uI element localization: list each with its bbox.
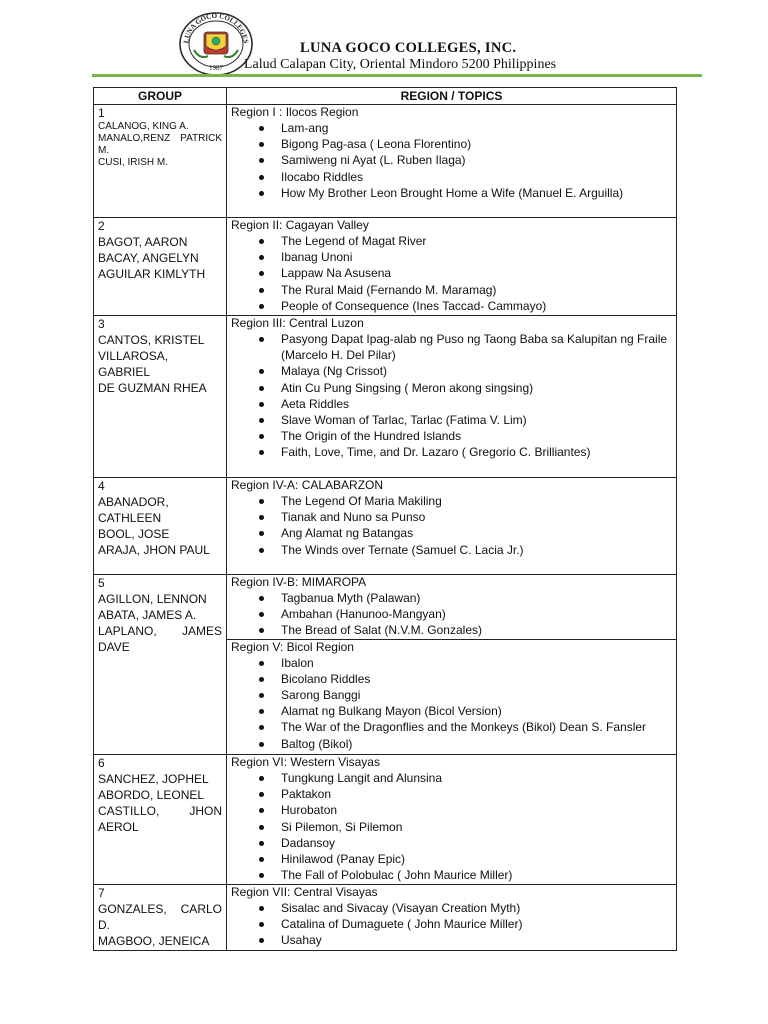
topics-cell <box>227 575 677 755</box>
table-row <box>94 575 677 755</box>
header-topics: REGION / TOPICS <box>227 88 677 105</box>
table-row <box>94 316 677 478</box>
topic-item: The Fall of Polobulac ( John Maurice Miller) <box>281 867 672 883</box>
svg-text:1987: 1987 <box>209 64 223 72</box>
topics-cell <box>227 478 677 575</box>
group-member: GONZALES, CARLO D. <box>98 902 222 932</box>
topic-item: Lappaw Na Asusena <box>281 265 672 281</box>
group-cell <box>94 575 227 755</box>
topic-item: Lam-ang <box>281 120 672 136</box>
region-title: Region IV-A: CALABARZON <box>231 478 384 492</box>
topic-list <box>231 655 672 752</box>
region-title: Region II: Cagayan Valley <box>231 218 369 232</box>
group-member: CUSI, IRISH M. <box>98 157 169 168</box>
group-member: BOOL, JOSE <box>98 527 170 541</box>
group-member: BACAY, ANGELYN <box>98 251 199 265</box>
topic-item: Si Pilemon, Si Pilemon <box>281 819 672 835</box>
topic-item: Atin Cu Pung Singsing ( Meron akong singsing) <box>281 380 672 396</box>
topic-item: Paktakon <box>281 786 672 802</box>
group-cell <box>94 478 227 575</box>
table-row <box>94 105 677 218</box>
table-row <box>94 755 677 885</box>
topic-item: Ibanag Unoni <box>281 249 672 265</box>
group-cell <box>94 885 227 951</box>
table-row <box>94 478 677 575</box>
topic-item: People of Consequence (Ines Taccad- Cammayo) <box>281 298 672 314</box>
header-rule <box>92 74 702 77</box>
group-member: BAGOT, AARON <box>98 235 188 249</box>
topic-item: The War of the Dragonflies and the Monkeys (Bikol) Dean S. Fansler <box>281 719 672 735</box>
group-number: 4 <box>98 479 105 493</box>
group-member: LAPLANO, JAMES DAVE <box>98 624 222 654</box>
topic-item: How My Brother Leon Brought Home a Wife (Manuel E. Arguilla) <box>281 185 672 201</box>
group-member: ABANADOR, CATHLEEN <box>98 495 169 525</box>
topic-item: Ibalon <box>281 655 672 671</box>
group-member: SANCHEZ, JOPHEL <box>98 772 209 786</box>
topic-list <box>231 900 672 949</box>
group-cell <box>94 316 227 478</box>
org-address: Lalud Calapan City, Oriental Mindoro 5200 Philippines <box>244 57 557 72</box>
region-title: Region VII: Central Visayas <box>231 885 378 899</box>
group-number: 3 <box>98 317 105 331</box>
topic-item: The Winds over Ternate (Samuel C. Lacia Jr.) <box>281 542 672 558</box>
topics-subsection <box>231 640 672 752</box>
letterhead <box>172 10 712 78</box>
topics-cell <box>227 316 677 478</box>
group-member: ARAJA, JHON PAUL <box>98 543 210 557</box>
topic-item: The Legend Of Maria Makiling <box>281 493 672 509</box>
region-title: Region III: Central Luzon <box>231 316 364 330</box>
topics-cell <box>227 755 677 885</box>
group-member: CASTILLO, JHON AEROL <box>98 804 222 834</box>
topic-item: Faith, Love, Time, and Dr. Lazaro ( Gregorio C. Brilliantes) <box>281 444 672 460</box>
group-number: 6 <box>98 756 105 770</box>
org-name: LUNA GOCO COLLEGES, INC. <box>300 40 517 56</box>
topics-cell <box>227 105 677 218</box>
topic-item: The Origin of the Hundred Islands <box>281 428 672 444</box>
topic-item: Malaya (Ng Crissot) <box>281 363 672 379</box>
topic-item: Alamat ng Bulkang Mayon (Bicol Version) <box>281 703 672 719</box>
topic-list <box>231 770 672 883</box>
group-member: AGILLON, LENNON <box>98 592 207 606</box>
topic-item: Tianak and Nuno sa Punso <box>281 509 672 525</box>
group-cell <box>94 105 227 218</box>
topic-list <box>231 120 672 201</box>
group-number: 7 <box>98 886 105 900</box>
group-cell <box>94 218 227 316</box>
topic-list <box>231 493 672 558</box>
topic-item: Baltog (Bikol) <box>281 736 672 752</box>
topic-item: Catalina of Dumaguete ( John Maurice Miller) <box>281 916 672 932</box>
topic-item: Sisalac and Sivacay (Visayan Creation Myth) <box>281 900 672 916</box>
table-row <box>94 885 677 951</box>
topic-item: Bicolano Riddles <box>281 671 672 687</box>
group-number: 5 <box>98 576 105 590</box>
group-member: VILLAROSA, GABRIEL <box>98 349 169 379</box>
topic-list <box>231 233 672 314</box>
topic-item: The Bread of Salat (N.V.M. Gonzales) <box>281 622 672 638</box>
region-title: Region I : Ilocos Region <box>231 105 359 119</box>
group-number: 2 <box>98 219 105 233</box>
svg-text:LUNA GOCO COLLEGES: LUNA GOCO COLLEGES <box>182 11 250 44</box>
topics-cell <box>227 885 677 951</box>
table-header-row <box>94 88 677 105</box>
group-member: AGUILAR KIMLYTH <box>98 267 206 281</box>
group-member: ABATA, JAMES A. <box>98 608 197 622</box>
topic-item: Usahay <box>281 932 672 948</box>
topic-item: Tungkung Langit and Alunsina <box>281 770 672 786</box>
topic-item: Pasyong Dapat Ipag-alab ng Puso ng Taong Baba sa Kalupitan ng Fraile (Marcelo H. Del Pilar) <box>281 331 672 363</box>
topic-item: Ilocabo Riddles <box>281 169 672 185</box>
group-number: 1 <box>98 106 105 120</box>
topic-item: Tagbanua Myth (Palawan) <box>281 590 672 606</box>
topic-item: Dadansoy <box>281 835 672 851</box>
region-title: Region V: Bicol Region <box>231 639 354 654</box>
group-member: ABORDO, LEONEL <box>98 788 205 802</box>
topic-item: Hurobaton <box>281 802 672 818</box>
region-title: Region VI: Western Visayas <box>231 755 380 769</box>
topic-list <box>231 331 672 461</box>
topic-item: The Legend of Magat River <box>281 233 672 249</box>
group-cell <box>94 755 227 885</box>
topic-item: Slave Woman of Tarlac, Tarlac (Fatima V. Lim) <box>281 412 672 428</box>
group-member: CANTOS, KRISTEL <box>98 333 205 347</box>
group-member: MANALO,RENZ PATRICK M. <box>98 133 222 156</box>
topic-list <box>231 590 672 639</box>
topics-cell <box>227 218 677 316</box>
topic-item: Aeta Riddles <box>281 396 672 412</box>
topic-item: Sarong Banggi <box>281 687 672 703</box>
header-group: GROUP <box>94 88 227 105</box>
topic-item: Samiweng ni Ayat (L. Ruben Ilaga) <box>281 152 672 168</box>
group-member: CALANOG, KING A. <box>98 121 189 132</box>
topic-item: Ambahan (Hanunoo-Mangyan) <box>281 606 672 622</box>
table-row <box>94 218 677 316</box>
region-title: Region IV-B: MIMAROPA <box>231 575 367 589</box>
topic-item: Bigong Pag-asa ( Leona Florentino) <box>281 136 672 152</box>
topic-item: The Rural Maid (Fernando M. Maramag) <box>281 282 672 298</box>
topics-subsection <box>227 575 676 640</box>
group-member: MAGBOO, JENEICA <box>98 934 210 948</box>
topic-item: Ang Alamat ng Batangas <box>281 525 672 541</box>
assignment-table <box>93 87 677 951</box>
topic-item: Hinilawod (Panay Epic) <box>281 851 672 867</box>
group-member: DE GUZMAN RHEA <box>98 381 207 395</box>
